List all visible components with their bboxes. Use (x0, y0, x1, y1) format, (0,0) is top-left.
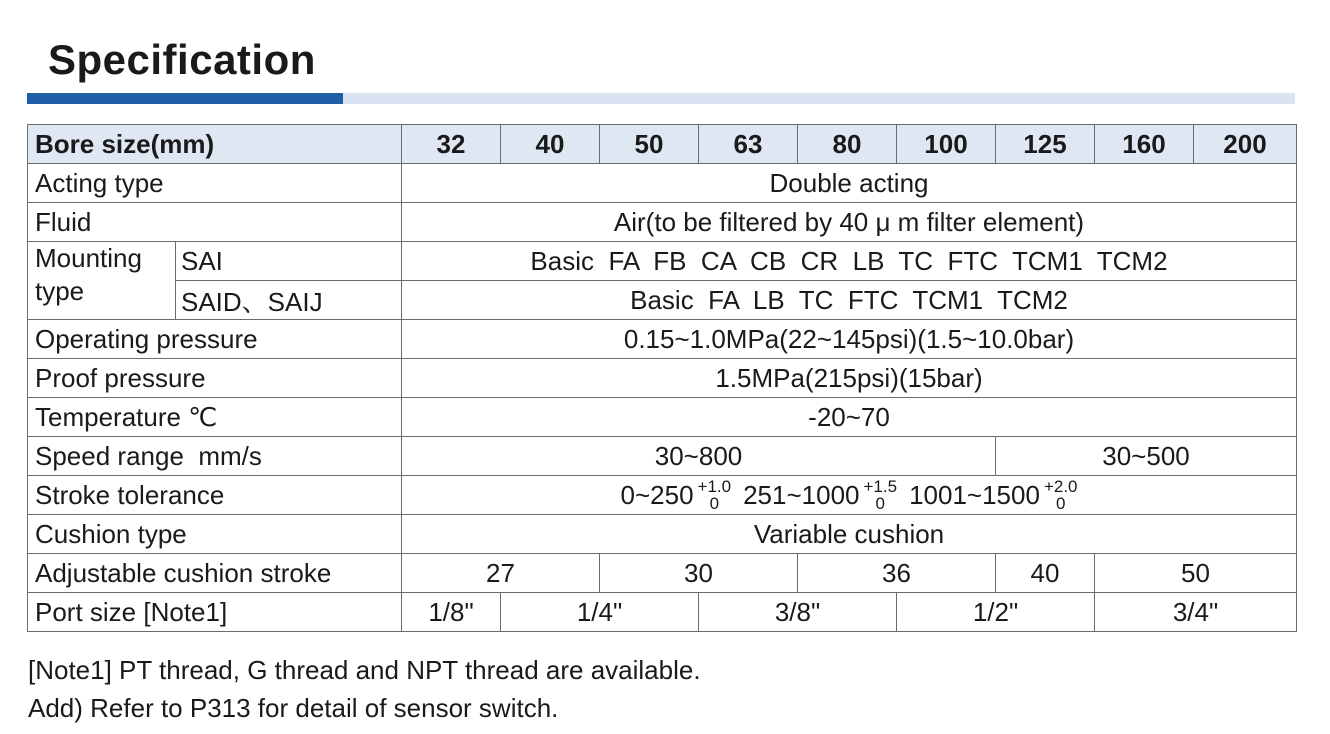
title-underline-bar (27, 93, 1295, 104)
table-row-cushion-type (28, 515, 1297, 554)
tolerance-lower: 0 (1055, 494, 1066, 513)
table-row-port-size (28, 593, 1297, 632)
tolerance-upper: +1.5 (863, 477, 898, 496)
row-value (402, 476, 1297, 515)
row-label: Operating pressure (28, 320, 402, 359)
bore-size-cell: 200 (1194, 125, 1297, 164)
table-row-operating-pressure (28, 320, 1297, 359)
tolerance-lower: 0 (709, 494, 720, 513)
bore-size-cell: 32 (402, 125, 501, 164)
row-value: 3/8" (699, 593, 897, 632)
row-value: 0.15~1.0MPa(22~145psi)(1.5~10.0bar) (402, 320, 1297, 359)
row-value: 36 (798, 554, 996, 593)
row-value: -20~70 (402, 398, 1297, 437)
tolerance-upper: +2.0 (1043, 477, 1078, 496)
table-row-mounting-sai (28, 242, 1297, 281)
bore-size-cell: 63 (699, 125, 798, 164)
footnote: Add) Refer to P313 for detail of sensor switch. (28, 693, 559, 723)
row-label: Speed range mm/s (28, 437, 402, 476)
tolerance-lower: 0 (875, 494, 886, 513)
row-value: Variable cushion (402, 515, 1297, 554)
tolerance-upper: +1.0 (697, 477, 732, 496)
row-value: 1/2" (897, 593, 1095, 632)
table-row-speed-range (28, 437, 1297, 476)
table-row-adjustable-cushion-stroke (28, 554, 1297, 593)
stroke-tolerance-values (615, 478, 1084, 512)
row-label: Temperature ℃ (28, 398, 402, 437)
row-label: Cushion type (28, 515, 402, 554)
bore-size-cell: 125 (996, 125, 1095, 164)
row-value: 1/4" (501, 593, 699, 632)
header-row (28, 125, 1297, 164)
row-label: Acting type (28, 164, 402, 203)
row-value: 1.5MPa(215psi)(15bar) (402, 359, 1297, 398)
bore-size-label: Bore size(mm) (28, 125, 402, 164)
mounting-sub-label-sai: SAI (176, 242, 402, 281)
bore-size-cell: 80 (798, 125, 897, 164)
row-value: 50 (1095, 554, 1297, 593)
footnote: [Note1] PT thread, G thread and NPT thread are available. (28, 655, 701, 685)
row-label: Proof pressure (28, 359, 402, 398)
mounting-type-label: Mounting type (28, 242, 176, 320)
table-row-acting-type (28, 164, 1297, 203)
tolerance-range: 0~250 (620, 479, 694, 510)
row-label: Stroke tolerance (28, 476, 402, 515)
table-row-fluid (28, 203, 1297, 242)
row-label: Fluid (28, 203, 402, 242)
row-label: Port size [Note1] (28, 593, 402, 632)
row-value: 27 (402, 554, 600, 593)
tolerance-segment (909, 478, 1077, 512)
row-value: 3/4" (1095, 593, 1297, 632)
row-value: 30~500 (996, 437, 1297, 476)
tolerance-bounds (864, 478, 898, 512)
tolerance-bounds (698, 478, 732, 512)
tolerance-segment (743, 478, 897, 512)
bore-size-cell: 40 (501, 125, 600, 164)
title-underline-light (343, 93, 1295, 104)
table-row-mounting-said (28, 281, 1297, 320)
tolerance-range: 251~1000 (743, 479, 860, 510)
tolerance-range: 1001~1500 (909, 479, 1040, 510)
table-row-stroke-tolerance (28, 476, 1297, 515)
title-underline-accent (27, 93, 343, 104)
footnotes (28, 651, 701, 727)
tolerance-segment (621, 478, 732, 512)
mounting-sai-value: Basic FA FB CA CB CR LB TC FTC TCM1 TCM2 (402, 242, 1297, 281)
row-value: Double acting (402, 164, 1297, 203)
bore-size-cell: 100 (897, 125, 996, 164)
row-value: 1/8" (402, 593, 501, 632)
specification-table (27, 124, 1297, 632)
tolerance-bounds (1044, 478, 1078, 512)
row-value: 40 (996, 554, 1095, 593)
table-row-proof-pressure (28, 359, 1297, 398)
row-value: 30 (600, 554, 798, 593)
bore-size-cell: 160 (1095, 125, 1194, 164)
mounting-said-value: Basic FA LB TC FTC TCM1 TCM2 (402, 281, 1297, 320)
row-value: Air(to be filtered by 40 μ m filter element) (402, 203, 1297, 242)
page-title: Specification (48, 36, 316, 83)
row-value: 30~800 (402, 437, 996, 476)
table-row-temperature (28, 398, 1297, 437)
bore-size-cell: 50 (600, 125, 699, 164)
row-label: Adjustable cushion stroke (28, 554, 402, 593)
mounting-sub-label-said: SAID、SAIJ (176, 281, 402, 320)
